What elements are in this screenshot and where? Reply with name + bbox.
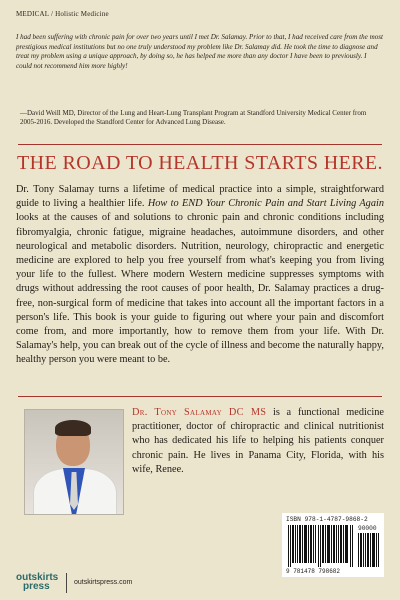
author-bio [132, 406, 384, 477]
publisher-logo [16, 573, 58, 591]
description-intro: Dr. Tony Salamay turns a lifetime of medical practice into a simple, straightforward guide to living a healthier life. [16, 184, 384, 210]
publisher-url: outskirtspress.com [74, 579, 133, 586]
publisher-logo-line2: press [23, 581, 50, 592]
photo-hair [55, 420, 91, 436]
top-divider-rule [18, 144, 382, 145]
author-photo [24, 409, 124, 515]
author-name: Dr. Tony Salamay DC MS [132, 407, 267, 418]
publisher-logo-line1: outskirts [16, 572, 59, 583]
bottom-divider-rule [18, 396, 382, 397]
price-code: 90000 [358, 525, 377, 532]
barcode-main-bars [288, 525, 354, 567]
book-title: How to END Your Chronic Pain and Start Living Again [147, 198, 384, 210]
headline: THE ROAD TO HEALTH STARTS HERE. [17, 152, 383, 174]
author-bio-text: is a functional medicine practitioner, doctor of chiropractic and clinical nutritionist who has dedicated his life to helping his patients conquer chronic pain. He lives in Panama City, Florida, with his wife, Renee. [132, 407, 384, 475]
testimonial-quote: I had been suffering with chronic pain for over two years until I met Dr. Salamay. Prior to that, I had received care from the most prestigious medical institutions but no one truly understood my problem like Dr. Salamay did. He took the time to diagnose and treat my problem using a unique approach, by doing so, he has helped me more than any doctor I have been to previously. I could not recommend him more highly! [16, 33, 383, 70]
barcode-addon-bars [358, 533, 380, 567]
description-body: looks at the causes of and solutions to chronic pain and chronic conditions including fibromyalgia, chronic fatigue, migraine headaches, autoimmune disorders, and other neurological and metabolic disorders. Nutrition, neurology, chiropractic and energetic medicine are explored to help you free yourself from what's keeping you from living your life to the fullest. Where modern Western medicine suppresses symptoms with drugs without addressing the root causes of poor health, Dr. Salamay practices a drug-free, non-surgical form of medicine that takes into account all the important factors in a person's life. This book is your guide to figuring out where your pain and discomfort come from, and more importantly, how to remove them from your life. With Dr. Salamay's help, you can break out of the cycle of illness and become the naturally happy, healthy person you were meant to be. [16, 212, 384, 366]
barcode [282, 513, 384, 577]
category-label: MEDICAL / Holistic Medicine [16, 10, 109, 18]
testimonial-attribution: —David Weill MD, Director of the Lung and Heart-Lung Transplant Program at Standford University Medical Center from 2005-2016. Developed the Standford Center for Advanced Lung Disease. [20, 109, 367, 127]
publisher-divider [66, 573, 67, 593]
book-description [16, 183, 384, 368]
barcode-digits: 9 781478 798682 [286, 568, 341, 575]
isbn-text: ISBN 978-1-4787-9868-2 [286, 516, 368, 523]
